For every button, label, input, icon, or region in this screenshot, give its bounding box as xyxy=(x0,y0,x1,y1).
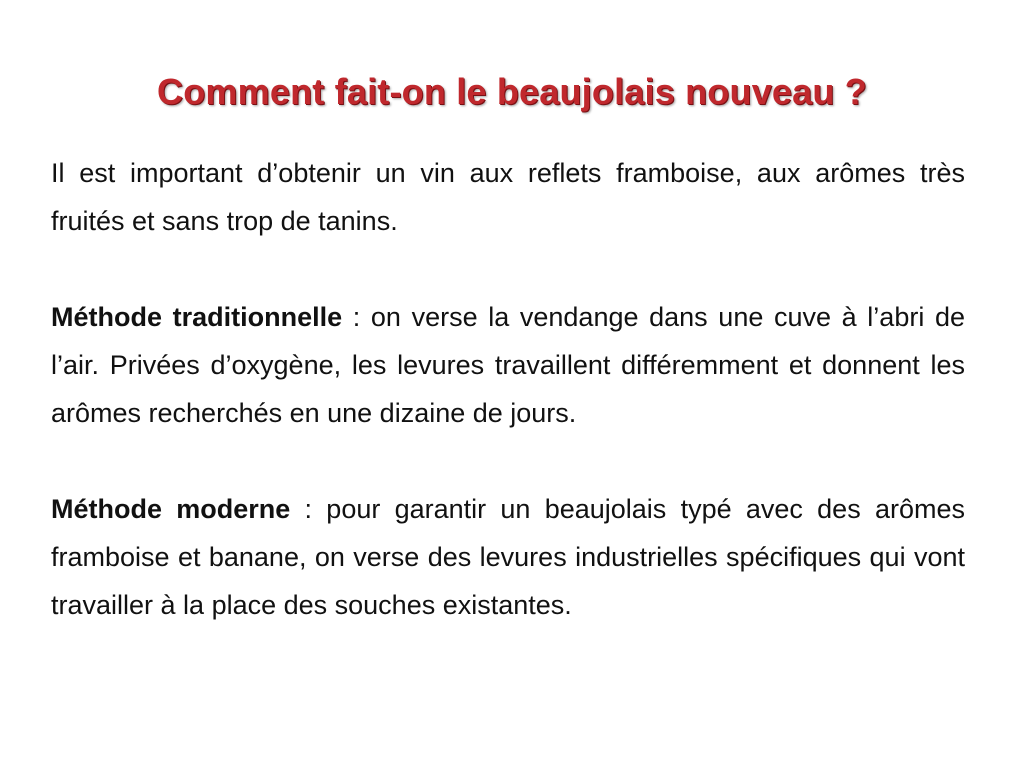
paragraph-intro xyxy=(51,149,965,245)
traditional-method-text: : on verse la vendange dans une cuve à l’abri de l’air. Privées d’oxygène, les levures travaillent différemment et donnent les arômes recherchés en une dizaine de jours. xyxy=(51,302,965,428)
modern-method-heading: Méthode moderne xyxy=(51,494,291,524)
paragraph-traditional-method xyxy=(51,293,965,437)
modern-method-text: : pour garantir un beaujolais typé avec des arômes framboise et banane, on verse des levures industrielles spécifiques qui vont travailler à la place des souches existantes. xyxy=(51,494,965,620)
slide-body xyxy=(51,149,965,629)
traditional-method-heading: Méthode traditionnelle xyxy=(51,302,343,332)
paragraph-intro-text: Il est important d’obtenir un vin aux reflets framboise, aux arômes très fruités et sans trop de tanins. xyxy=(51,158,965,236)
slide-title: Comment fait-on le beaujolais nouveau ? xyxy=(157,71,867,112)
paragraph-modern-method xyxy=(51,485,965,629)
